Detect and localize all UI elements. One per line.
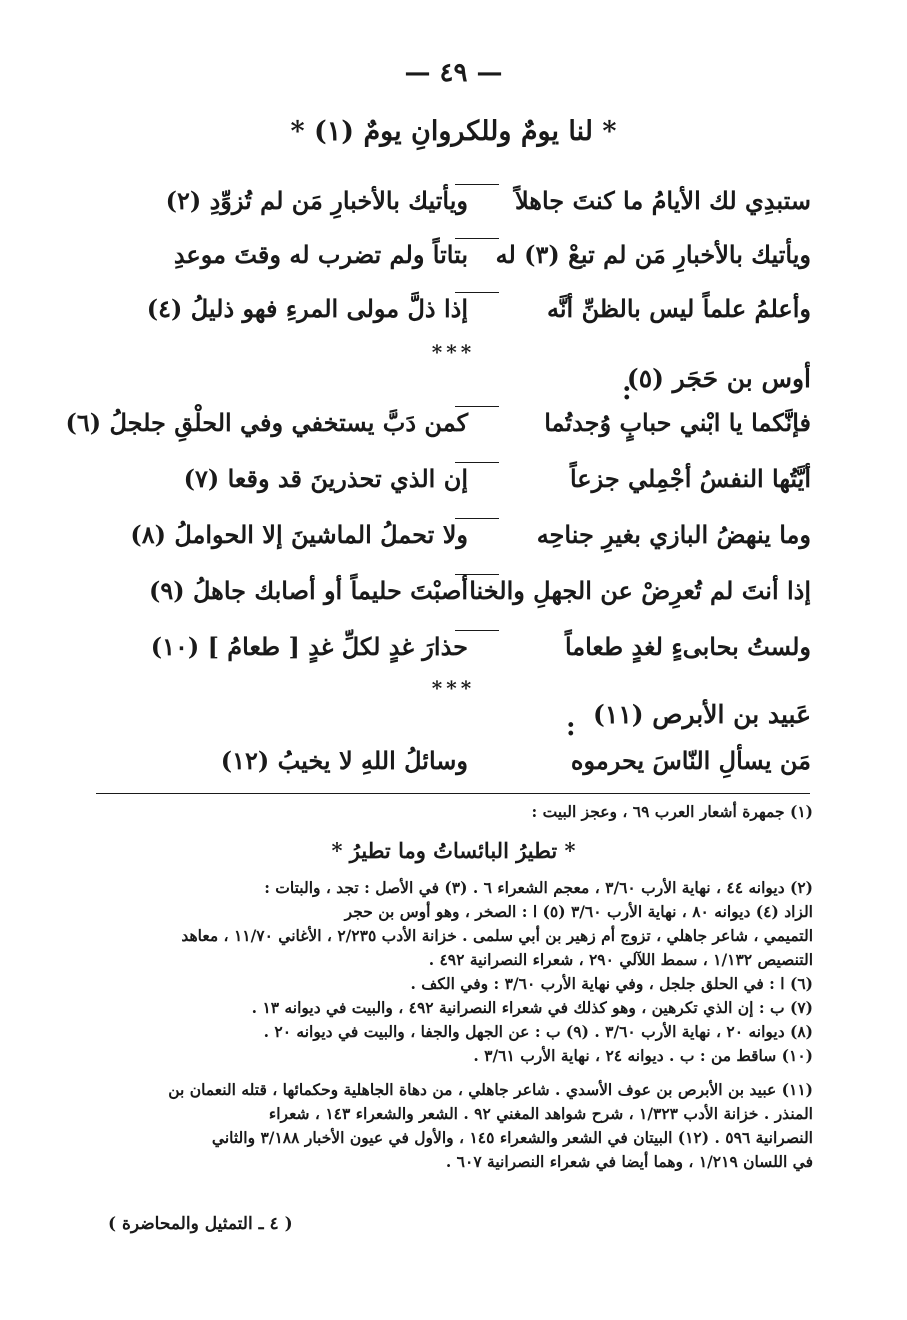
verse-line [96, 626, 811, 674]
page-number: — ٤٩ — [404, 58, 503, 88]
verse-first-hemistich: ولستُ بحابىءٍ لغدٍ طعاماً [564, 632, 811, 661]
verse-second-hemistich: ولا تحملُ الماشينَ إلا الحواملُ (٨) [130, 520, 468, 549]
poet-name-aws: أوس بن حَجَر (٥) [626, 364, 811, 393]
footnote-line: المنذر . خزانة الأدب ١/٣٢٣ ، شرح شواهد المغني ٩٢ . الشعر والشعراء ١٤٣ ، شعراء [268, 1104, 813, 1123]
footnote-line: (٨) ديوانه ٢٠ ، نهاية الأرب ٣/٦٠ . (٩) ب : عن الجهل والجفا ، والبيت في ديوانه ٢٠ . [263, 1022, 813, 1041]
verse-second-hemistich: كمن دَبَّ يستخفي وفي الحلْقِ جلجلُ (٦) [65, 408, 468, 437]
footnote-line: التنصيص ١/١٣٢ ، سمط اللآلي ٢٩٠ ، شعراء النصرانية ٤٩٢ . [428, 950, 813, 969]
poet-colon: : [566, 712, 576, 742]
verse-first-hemistich: إذا أنتَ لم تُعرِضْ عن الجهلِ والخنا [469, 576, 811, 605]
verse-second-hemistich: وسائلُ اللهِ لا يخيبُ (١٢) [220, 746, 468, 775]
verse-first-hemistich: وما ينهضُ البازي بغيرِ جناحِه [536, 520, 811, 549]
poet-colon: : [622, 376, 632, 406]
footnote-divider [96, 793, 810, 794]
verse-second-hemistich: إن الذي تحذرينَ قد وقعا (٧) [183, 464, 468, 493]
verse-line [65, 402, 811, 450]
verse-first-hemistich: ويأتيك بالأخبارِ مَن لم تبعْ (٣) له [495, 240, 811, 269]
verse-second-hemistich: إذا ذلَّ مولى المرءِ فهو ذليلُ (٤) [146, 294, 468, 323]
verse-first-hemistich: مَن يسألِ النّاسَ يحرموه [570, 746, 811, 775]
verse-first-hemistich: ستبدِي لك الأيامُ ما كنتَ جاهلاً [514, 186, 811, 215]
footnote-1-verse: * تطيرُ البائساتُ وما تطيرُ * [331, 838, 576, 863]
verse-line [96, 234, 811, 282]
footnote-line: (٢) ديوانه ٤٤ ، نهاية الأرب ٣/٦٠ ، معجم الشعراء ٦ . (٣) في الأصل : تجد ، والبتات : [264, 878, 813, 897]
footnote-line: (١٠) ساقط من : ب . ديوانه ٢٤ ، نهاية الأرب ٣/٦١ . [473, 1046, 813, 1065]
verse-second-hemistich: بتاتاً ولم تضرب له وقتَ موعدِ [173, 240, 468, 269]
page-footer-signature: ( ٤ ـ التمثيل والمحاضرة ) [108, 1214, 293, 1234]
verse-first-hemistich: وأعلمُ علماً ليس بالظنِّ أنَّه [547, 294, 811, 323]
footnote-line: (١١) عبيد بن الأبرص بن عوف الأسدي . شاعر جاهلي ، من دهاة الجاهلية وحكمائها ، قتله النعمان بن [168, 1080, 813, 1099]
footnote-1: (١) جمهرة أشعار العرب ٦٩ ، وعجز البيت : [531, 802, 813, 821]
verse-second-hemistich: ويأتيك بالأخبارِ مَن لم تُزوِّدِ (٢) [165, 186, 468, 215]
footnote-line: النصرانية ٥٩٦ . (١٢) البيتان في الشعر والشعراء ١٤٥ ، والأول في عيون الأخبار ٣/١٨٨ والثاني [211, 1128, 813, 1147]
verse-line [96, 180, 811, 228]
section-heading: * لنا يومٌ وللكروانِ يومٌ (١) * [290, 116, 617, 147]
verse-line [96, 514, 811, 562]
verse-line [96, 740, 811, 788]
footnote-line: (٧) ب : إن الذي تكرهين ، وهو كذلك في شعراء النصرانية ٤٩٢ ، والبيت في ديوانه ١٣ . [251, 998, 813, 1017]
verse-first-hemistich: فإنَّكما يا ابْني حبابٍ وُجدتُما [544, 408, 811, 437]
verse-second-hemistich: حذارَ غدٍ لكلِّ غدٍ [ طعامُ ] (١٠) [150, 632, 468, 661]
section-separator-stars: *** [431, 676, 476, 700]
verse-line [96, 288, 811, 336]
verse-line [96, 570, 811, 618]
footnote-line: (٦) ا : في الحلق جلجل ، وفي نهاية الأرب ٣/٦٠ : وفي الكف . [410, 974, 813, 993]
verse-second-hemistich: أصبْتَ حليماً أو أصابك جاهلُ (٩) [149, 576, 468, 605]
section-separator-stars: *** [431, 340, 476, 364]
footnote-line: في اللسان ١/٢١٩ ، وهما أيضا في شعراء النصرانية ٦٠٧ . [445, 1152, 813, 1171]
poet-name-abid: عَبيد بن الأبرص (١١) [593, 700, 811, 729]
footnote-line: التميمي ، شاعر جاهلي ، تزوج أم زهير بن أبي سلمى . خزانة الأدب ٢/٢٣٥ ، الأغاني ١١/٧٠ ، معاهد [181, 926, 813, 945]
footnote-line: الزاد (٤) ديوانه ٨٠ ، نهاية الأرب ٣/٦٠ (٥) ا : الصخر ، وهو أوس بن حجر [344, 902, 813, 921]
verse-line [96, 458, 811, 506]
verse-first-hemistich: أيَّتُها النفسُ أجْمِلي جزعاً [569, 464, 811, 493]
